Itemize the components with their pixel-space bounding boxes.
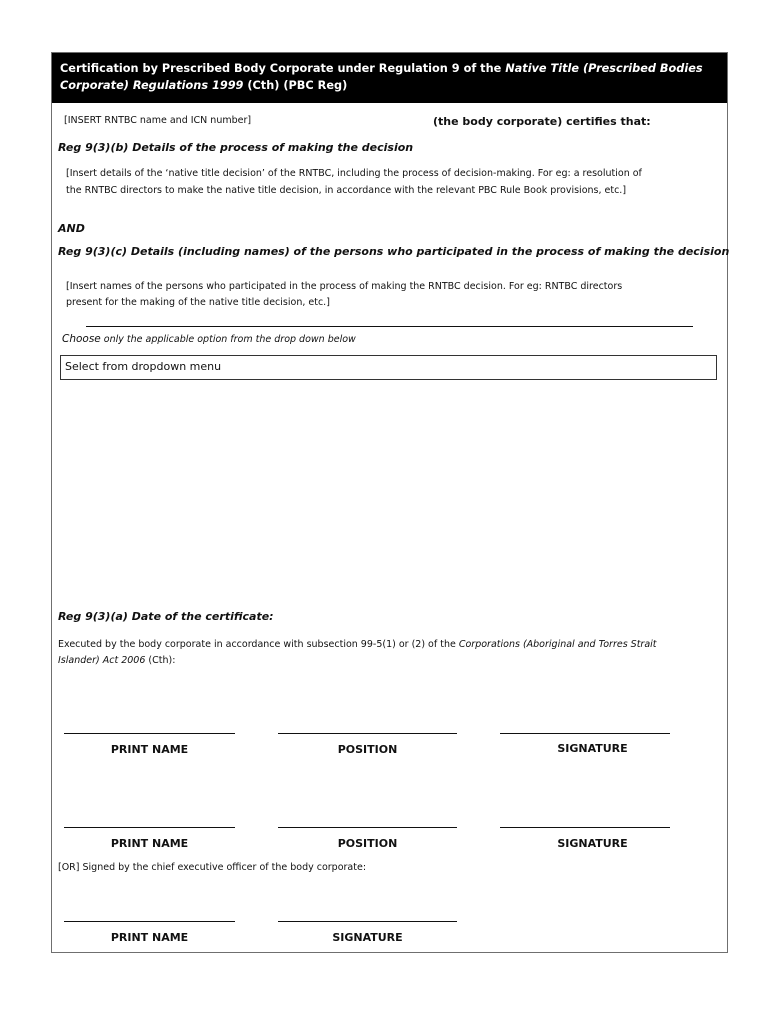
option-dropdown[interactable] xyxy=(60,355,717,380)
exec-part-d: (Cth): xyxy=(145,655,176,666)
header-title-part-a: Certification by Prescribed Body Corporate under Regulation 9 of the xyxy=(60,62,506,75)
position-label-1: POSITION xyxy=(337,743,398,756)
print-name-label-3: PRINT NAME xyxy=(110,931,189,944)
print-name-label-1: PRINT NAME xyxy=(110,743,189,756)
choose-lead: Choose xyxy=(62,333,101,345)
choose-rest: only the applicable option from the drop down below xyxy=(100,334,356,345)
reg-c-heading: Reg 9(3)(c) Details (including names) of the persons who participated in the process of making the decision xyxy=(58,245,730,258)
print-name-label-2: PRINT NAME xyxy=(110,837,189,850)
separator-line xyxy=(86,326,693,327)
certifies-text: (the body corporate) certifies that: xyxy=(433,115,651,128)
reg-c-line-1[interactable]: [Insert names of the persons who participated in the process of making the RNTBC decision. For eg: RNTBC directors xyxy=(66,281,623,292)
signature-label-1: SIGNATURE xyxy=(557,742,628,755)
and-label: AND xyxy=(58,222,85,235)
signature-line-1[interactable] xyxy=(500,733,670,734)
print-name-line-3[interactable] xyxy=(64,921,235,922)
signature-label-3: SIGNATURE xyxy=(332,931,403,944)
exec-part-b: Corporations (Aboriginal and Torres Strait xyxy=(458,639,657,650)
header-title-part-c: Corporate) Regulations 1999 xyxy=(60,79,244,92)
execution-text-line-1 xyxy=(58,639,657,650)
position-label-2: POSITION xyxy=(337,837,398,850)
reg-b-line-1[interactable]: [Insert details of the ‘native title decision’ of the RNTBC, including the process of decision-making. For eg: a resolution of xyxy=(66,168,642,179)
print-name-line-1[interactable] xyxy=(64,733,235,734)
exec-part-c: Islander) Act 2006 xyxy=(58,655,146,666)
print-name-line-2[interactable] xyxy=(64,827,235,828)
header-title-part-b: Native Title (Prescribed Bodies xyxy=(505,62,703,75)
reg-b-heading: Reg 9(3)(b) Details of the process of making the decision xyxy=(58,141,414,154)
choose-instruction xyxy=(62,333,356,345)
execution-text-line-2 xyxy=(58,655,175,666)
header-title-part-d: (Cth) (PBC Reg) xyxy=(243,79,348,92)
dropdown-value: Select from dropdown menu xyxy=(65,360,222,373)
position-line-2[interactable] xyxy=(278,827,457,828)
position-line-1[interactable] xyxy=(278,733,457,734)
signature-line-2[interactable] xyxy=(500,827,670,828)
reg-a-heading: Reg 9(3)(a) Date of the certificate: xyxy=(58,610,274,623)
reg-c-line-2[interactable]: present for the making of the native title decision, etc.] xyxy=(66,297,330,308)
rntbc-name-placeholder[interactable]: [INSERT RNTBC name and ICN number] xyxy=(64,115,252,126)
reg-b-line-2[interactable]: the RNTBC directors to make the native title decision, in accordance with the relevant PBC Rule Book provisions, etc.] xyxy=(66,185,627,196)
signature-label-2: SIGNATURE xyxy=(557,837,628,850)
signature-line-3[interactable] xyxy=(278,921,457,922)
exec-part-a: Executed by the body corporate in accordance with subsection 99-5(1) or (2) of the xyxy=(58,639,459,650)
form-header xyxy=(52,53,727,103)
ceo-signed-text: [OR] Signed by the chief executive officer of the body corporate: xyxy=(58,862,367,873)
